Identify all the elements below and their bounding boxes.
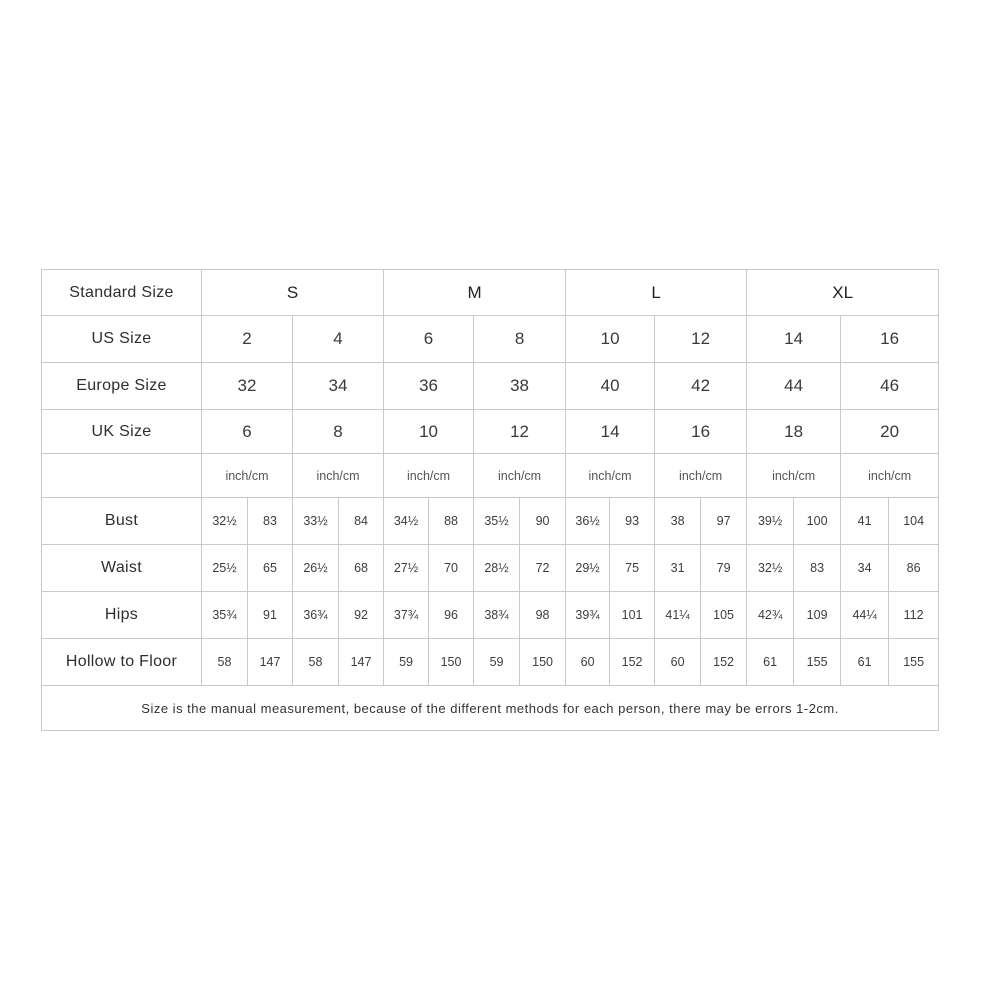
waist-value: 72	[520, 545, 566, 592]
waist-value: 79	[701, 545, 747, 592]
europe-size-label: Europe Size	[42, 363, 202, 410]
bust-label: Bust	[42, 498, 202, 545]
hollow-to-floor-value: 58	[202, 639, 248, 686]
hollow-to-floor-value: 152	[701, 639, 747, 686]
hips-value: 35¾	[202, 592, 248, 639]
hollow-to-floor-row	[42, 639, 939, 686]
uk-size-row	[42, 410, 939, 454]
unit-label: inch/cm	[566, 454, 655, 498]
bust-value: 90	[520, 498, 566, 545]
hips-value: 109	[794, 592, 841, 639]
uk-size-cell: 10	[384, 410, 474, 454]
europe-size-cell: 46	[841, 363, 939, 410]
waist-row	[42, 545, 939, 592]
bust-value: 41	[841, 498, 889, 545]
unit-label: inch/cm	[384, 454, 474, 498]
waist-value: 83	[794, 545, 841, 592]
standard-size-s: S	[202, 270, 384, 316]
us-size-cell: 2	[202, 316, 293, 363]
waist-value: 86	[889, 545, 939, 592]
europe-size-row	[42, 363, 939, 410]
uk-size-cell: 6	[202, 410, 293, 454]
unit-label: inch/cm	[202, 454, 293, 498]
bust-value: 97	[701, 498, 747, 545]
hollow-to-floor-value: 155	[889, 639, 939, 686]
unit-label: inch/cm	[655, 454, 747, 498]
europe-size-cell: 34	[293, 363, 384, 410]
uk-size-cell: 14	[566, 410, 655, 454]
bust-value: 36½	[566, 498, 610, 545]
waist-value: 65	[248, 545, 293, 592]
uk-size-cell: 20	[841, 410, 939, 454]
waist-value: 32½	[747, 545, 794, 592]
bust-value: 84	[339, 498, 384, 545]
bust-value: 38	[655, 498, 701, 545]
us-size-cell: 14	[747, 316, 841, 363]
us-size-label: US Size	[42, 316, 202, 363]
unit-row	[42, 454, 939, 498]
waist-value: 70	[429, 545, 474, 592]
hollow-to-floor-value: 60	[566, 639, 610, 686]
hollow-to-floor-value: 150	[520, 639, 566, 686]
us-size-cell: 12	[655, 316, 747, 363]
bust-value: 34½	[384, 498, 429, 545]
hips-value: 44¼	[841, 592, 889, 639]
europe-size-cell: 44	[747, 363, 841, 410]
hollow-to-floor-value: 155	[794, 639, 841, 686]
europe-size-cell: 40	[566, 363, 655, 410]
us-size-cell: 6	[384, 316, 474, 363]
bust-value: 83	[248, 498, 293, 545]
bust-value: 104	[889, 498, 939, 545]
hollow-to-floor-value: 59	[384, 639, 429, 686]
europe-size-cell: 32	[202, 363, 293, 410]
hips-value: 36¾	[293, 592, 339, 639]
europe-size-cell: 42	[655, 363, 747, 410]
uk-size-label: UK Size	[42, 410, 202, 454]
unit-label: inch/cm	[293, 454, 384, 498]
hollow-to-floor-value: 147	[248, 639, 293, 686]
bust-value: 39½	[747, 498, 794, 545]
waist-value: 34	[841, 545, 889, 592]
europe-size-cell: 36	[384, 363, 474, 410]
hollow-to-floor-value: 147	[339, 639, 384, 686]
standard-size-l: L	[566, 270, 747, 316]
hips-value: 92	[339, 592, 384, 639]
hips-value: 39¾	[566, 592, 610, 639]
waist-value: 25½	[202, 545, 248, 592]
hips-value: 112	[889, 592, 939, 639]
us-size-cell: 8	[474, 316, 566, 363]
bust-value: 100	[794, 498, 841, 545]
waist-value: 26½	[293, 545, 339, 592]
standard-size-xl: XL	[747, 270, 939, 316]
hips-value: 96	[429, 592, 474, 639]
bust-value: 32½	[202, 498, 248, 545]
measurement-note: Size is the manual measurement, because of the different methods for each person, there may be errors 1-2cm.	[42, 686, 939, 731]
hollow-to-floor-value: 58	[293, 639, 339, 686]
waist-value: 29½	[566, 545, 610, 592]
uk-size-cell: 12	[474, 410, 566, 454]
hollow-to-floor-label: Hollow to Floor	[42, 639, 202, 686]
bust-value: 93	[610, 498, 655, 545]
note-row	[42, 686, 939, 731]
bust-value: 33½	[293, 498, 339, 545]
hollow-to-floor-value: 59	[474, 639, 520, 686]
size-chart	[41, 269, 938, 726]
hips-value: 101	[610, 592, 655, 639]
hollow-to-floor-value: 61	[747, 639, 794, 686]
waist-label: Waist	[42, 545, 202, 592]
bust-value: 88	[429, 498, 474, 545]
uk-size-cell: 8	[293, 410, 384, 454]
hips-value: 105	[701, 592, 747, 639]
unit-label: inch/cm	[474, 454, 566, 498]
waist-value: 75	[610, 545, 655, 592]
hollow-to-floor-value: 60	[655, 639, 701, 686]
hips-value: 98	[520, 592, 566, 639]
us-size-row	[42, 316, 939, 363]
hollow-to-floor-value: 150	[429, 639, 474, 686]
hips-value: 37¾	[384, 592, 429, 639]
standard-size-m: M	[384, 270, 566, 316]
hips-value: 42¾	[747, 592, 794, 639]
hips-value: 38¾	[474, 592, 520, 639]
hips-value: 41¼	[655, 592, 701, 639]
unit-row-blank	[42, 454, 202, 498]
bust-row	[42, 498, 939, 545]
waist-value: 28½	[474, 545, 520, 592]
waist-value: 27½	[384, 545, 429, 592]
unit-label: inch/cm	[747, 454, 841, 498]
waist-value: 31	[655, 545, 701, 592]
us-size-cell: 10	[566, 316, 655, 363]
hollow-to-floor-value: 152	[610, 639, 655, 686]
size-table	[41, 269, 939, 731]
unit-label: inch/cm	[841, 454, 939, 498]
hips-label: Hips	[42, 592, 202, 639]
hips-value: 91	[248, 592, 293, 639]
hips-row	[42, 592, 939, 639]
standard-size-label: Standard Size	[42, 270, 202, 316]
uk-size-cell: 16	[655, 410, 747, 454]
us-size-cell: 4	[293, 316, 384, 363]
uk-size-cell: 18	[747, 410, 841, 454]
standard-size-row	[42, 270, 939, 316]
europe-size-cell: 38	[474, 363, 566, 410]
us-size-cell: 16	[841, 316, 939, 363]
hollow-to-floor-value: 61	[841, 639, 889, 686]
waist-value: 68	[339, 545, 384, 592]
bust-value: 35½	[474, 498, 520, 545]
